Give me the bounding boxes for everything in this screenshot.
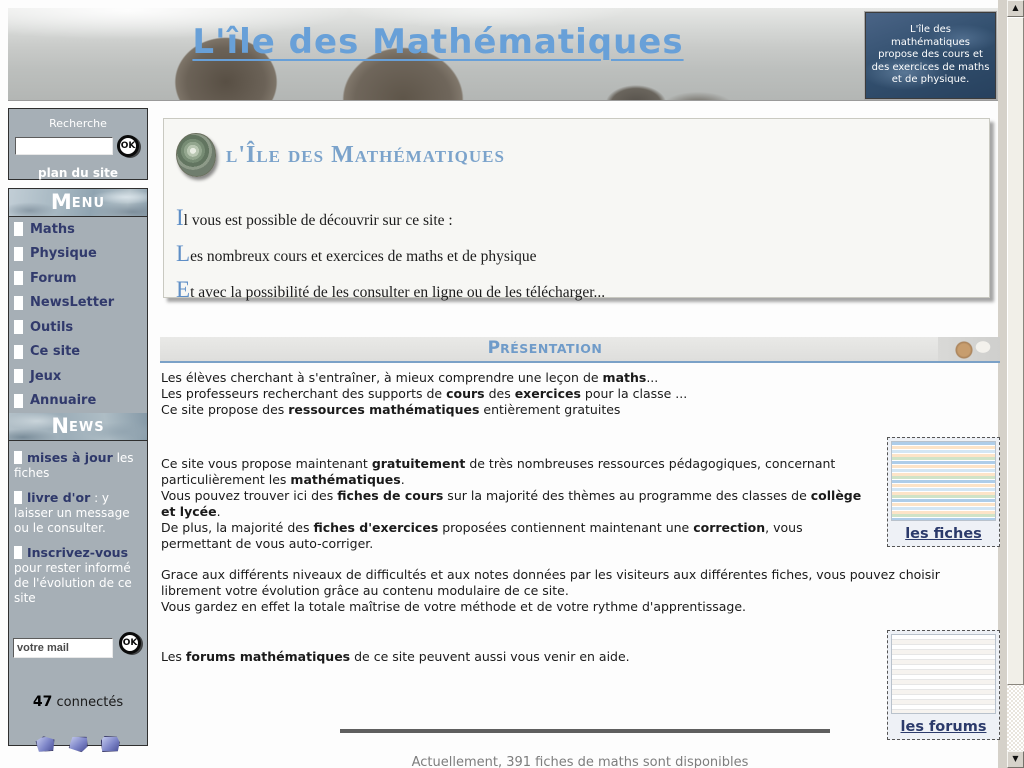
mail-icon[interactable] <box>68 735 88 753</box>
sidebar-item-ce-site[interactable] <box>9 340 147 365</box>
bullet-icon <box>14 296 23 310</box>
search-label: Recherche <box>49 117 107 130</box>
shell-logo-icon <box>176 133 216 177</box>
presentation-title-rest: RÉSENTATION <box>500 341 603 356</box>
intro-line-text: l vous est possible de découvrir sur ce site : <box>183 212 453 229</box>
presentation-title <box>160 338 930 358</box>
text-line: Les élèves cherchant à s'entraîner, à mieux comprendre une leçon de maths... <box>161 370 659 385</box>
bullet-icon <box>14 247 23 261</box>
menu-header-initial: M <box>50 190 72 214</box>
news-item-livre-dor[interactable] <box>9 490 147 536</box>
bullet-icon <box>14 345 23 359</box>
sidebar-item-forum[interactable] <box>9 266 147 291</box>
text-line: Ce site vous propose maintenant gratuitement de très nombreuses ressources pédagogiques, concernant particulièrement les mathématiques. <box>161 456 836 487</box>
sidebar-item-annuaire[interactable] <box>9 389 147 414</box>
site-title-link[interactable]: L'île des Mathématiques <box>192 22 684 62</box>
fiches-link-label: les fiches <box>905 526 982 542</box>
banner <box>8 8 998 101</box>
sidebar-item-jeux[interactable] <box>9 364 147 389</box>
search-ok-button[interactable]: OK <box>117 135 139 157</box>
news-header <box>9 413 147 441</box>
sidebar <box>8 188 148 746</box>
sidebar-item-maths[interactable] <box>9 217 147 242</box>
sidebar-item-label: Outils <box>30 319 74 335</box>
paragraph-forums <box>161 649 861 665</box>
intro-line <box>176 241 537 267</box>
newsletter-email-input[interactable] <box>13 638 113 658</box>
globe-icon[interactable] <box>35 735 56 753</box>
connected-count: 47 <box>32 694 53 710</box>
forums-link-label: les forums <box>900 719 987 735</box>
newsletter-ok-button[interactable]: OK <box>119 632 141 654</box>
news-item-inscrivez-vous[interactable] <box>9 545 147 606</box>
text-line: Les forums mathématiques de ce site peuvent aussi vous venir en aide. <box>161 649 630 664</box>
bullet-icon <box>14 394 23 408</box>
menu-header <box>9 189 147 217</box>
sidebar-item-label: Forum <box>30 270 77 286</box>
paragraph-levels <box>161 567 993 615</box>
text-line: Vous pouvez trouver ici des fiches de cours sur la majorité des thèmes au programme des classes de collège et lycée. <box>161 488 862 519</box>
sidebar-item-label: Physique <box>30 246 97 262</box>
sidebar-icon-row <box>9 736 147 752</box>
news-item-text: livre d'or : y laisser un message ou le consulter. <box>14 490 130 535</box>
divider <box>340 729 830 733</box>
drop-initial: I <box>176 205 184 230</box>
scrollbar[interactable] <box>1007 0 1024 768</box>
fiches-preview-image <box>891 441 996 521</box>
bullet-icon <box>14 271 23 285</box>
drop-initial: L <box>176 241 191 266</box>
forums-preview-image <box>891 634 996 714</box>
text-line: Grace aux différents niveaux de difficultés et aux notes données par les visiteurs aux différentes fiches, vous pouvez choisir librement votre évolution grâce au contenu modulaire de ce site. <box>161 567 940 598</box>
site-tagline-text: L'île des mathématiques propose des cours et des exercices de maths et de physique. <box>871 24 990 86</box>
scrollbar-thumb[interactable] <box>1007 17 1024 685</box>
bullet-icon <box>14 369 23 383</box>
bullet-icon <box>14 451 22 464</box>
footer-note: Actuellement, 391 fiches de maths sont disponibles <box>411 755 749 768</box>
sidebar-item-outils[interactable] <box>9 315 147 340</box>
bullet-icon <box>14 546 22 559</box>
intro-line <box>176 277 605 303</box>
text-line: Les professeurs recherchant des supports de cours des exercices pour la classe ... <box>161 386 688 401</box>
scroll-down-icon[interactable]: ▼ <box>1007 751 1024 768</box>
intro-line-text: t avec la possibilité de les consulter en ligne ou de les télécharger... <box>190 284 606 301</box>
scroll-up-icon[interactable]: ▲ <box>1007 0 1024 17</box>
intro-line-text: es nombreux cours et exercices de maths et de physique <box>190 248 537 265</box>
package-icon[interactable] <box>101 736 120 752</box>
search-input[interactable] <box>15 137 113 155</box>
intro-box <box>163 118 990 302</box>
drop-initial: E <box>176 277 191 302</box>
paragraph-resources <box>161 456 873 552</box>
sidebar-item-label: Jeux <box>30 368 62 384</box>
news-header-initial: N <box>51 414 69 438</box>
sidebar-item-physique[interactable] <box>9 242 147 267</box>
bullet-icon <box>14 320 23 334</box>
search-box <box>8 108 148 180</box>
intro-title: l'Île des Mathématiques <box>226 141 505 168</box>
bullet-icon <box>14 222 23 236</box>
shells-decoration <box>938 337 1000 361</box>
news-item-text: Inscrivez-vous pour rester informé de l'évolution de ce site <box>14 545 132 605</box>
news-item-text: mises à jour les fiches <box>14 450 134 480</box>
intro-line <box>176 205 453 231</box>
sidebar-item-label: NewsLetter <box>30 295 115 311</box>
sidebar-item-label: Ce site <box>30 344 81 360</box>
news-item-mises-a-jour[interactable] <box>9 450 147 481</box>
site-map-link[interactable]: plan du site <box>38 166 118 180</box>
connected-counter <box>9 694 147 710</box>
sidebar-item-label: Maths <box>30 221 75 237</box>
fiches-thumbnail-link[interactable] <box>887 437 1000 547</box>
forums-thumbnail-link[interactable] <box>887 630 1000 740</box>
text-line: Ce site propose des ressources mathématiques entièrement gratuites <box>161 402 621 417</box>
sidebar-item-label: Annuaire <box>30 393 97 409</box>
bullet-icon <box>14 491 22 504</box>
drop-initial: P <box>487 338 501 358</box>
site-tagline-box <box>865 12 996 99</box>
news-header-rest: EWS <box>68 420 105 435</box>
connected-label: connectés <box>52 695 124 710</box>
text-line: De plus, la majorité des fiches d'exercices proposées contiennent maintenant une correction, vous permettant de vous auto-corriger. <box>161 520 803 551</box>
presentation-section-header <box>160 337 1000 363</box>
paragraph-audience <box>161 370 921 418</box>
menu-header-rest: ENU <box>71 196 106 211</box>
text-line: Vous gardez en effet la totale maîtrise de votre méthode et de votre rythme d'apprentissage. <box>161 599 746 614</box>
sidebar-item-newsletter[interactable] <box>9 291 147 316</box>
